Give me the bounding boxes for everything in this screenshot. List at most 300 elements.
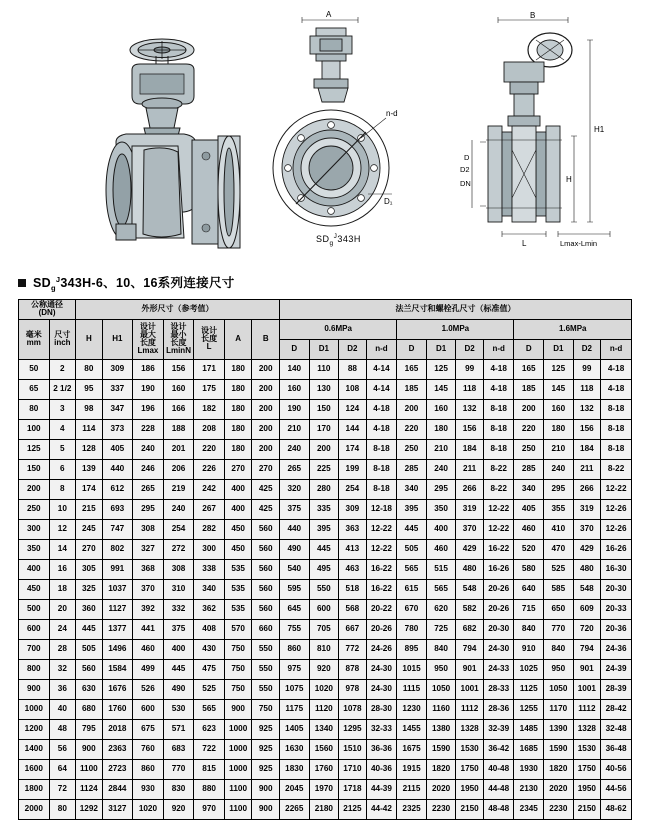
- table-cell: 400: [163, 639, 194, 659]
- table-cell: 4-18: [366, 399, 397, 419]
- table-cell: 1530: [456, 739, 484, 759]
- table-cell: 166: [163, 399, 194, 419]
- table-cell: 772: [339, 639, 367, 659]
- table-cell: 180: [224, 399, 252, 419]
- table-cell: 560: [252, 579, 280, 599]
- table-cell: 1676: [102, 679, 133, 699]
- table-cell: 350: [426, 499, 456, 519]
- table-cell: 201: [163, 439, 194, 459]
- table-cell: 370: [133, 579, 164, 599]
- bullet-square-icon: [18, 279, 26, 287]
- table-cell: 254: [163, 519, 194, 539]
- table-cell: 900: [252, 779, 280, 799]
- svg-text:D2: D2: [460, 165, 470, 174]
- table-cell: 309: [102, 359, 133, 379]
- table-cell: 1020: [309, 679, 339, 699]
- table-cell: 978: [339, 679, 367, 699]
- table-cell: 480: [573, 559, 601, 579]
- technical-drawings-panel: [0, 0, 650, 265]
- table-cell: 24-30: [366, 659, 397, 679]
- table-cell: 1530: [573, 739, 601, 759]
- table-cell: 20-36: [601, 619, 632, 639]
- table-cell: 1560: [309, 739, 339, 759]
- table-row: [19, 679, 632, 699]
- table-cell: 215: [76, 499, 103, 519]
- table-cell: 282: [194, 519, 225, 539]
- table-cell: 20-30: [601, 579, 632, 599]
- table-row: [19, 759, 632, 779]
- header-D-10: D: [397, 339, 427, 359]
- table-cell: 582: [456, 599, 484, 619]
- table-cell: 210: [426, 439, 456, 459]
- table-cell: 595: [280, 579, 310, 599]
- table-cell: 1000: [19, 699, 50, 719]
- table-cell: 395: [309, 519, 339, 539]
- table-cell: 1760: [102, 699, 133, 719]
- table-row: [19, 359, 632, 379]
- table-cell: 880: [194, 779, 225, 799]
- table-cell: 44-39: [366, 779, 397, 799]
- table-cell: 180: [224, 419, 252, 439]
- table-cell: 132: [573, 399, 601, 419]
- table-cell: 240: [163, 499, 194, 519]
- table-cell: 4-14: [366, 359, 397, 379]
- table-cell: 32: [49, 659, 76, 679]
- table-cell: 335: [309, 499, 339, 519]
- table-cell: 28-33: [483, 679, 514, 699]
- table-cell: 1380: [426, 719, 456, 739]
- table-cell: 2 1/2: [49, 379, 76, 399]
- table-cell: 1820: [426, 759, 456, 779]
- table-cell: 1675: [397, 739, 427, 759]
- table-row: [19, 779, 632, 799]
- table-cell: 28-36: [483, 699, 514, 719]
- table-cell: 182: [194, 399, 225, 419]
- table-cell: 1800: [19, 779, 50, 799]
- table-cell: 270: [252, 459, 280, 479]
- table-cell: 1127: [102, 599, 133, 619]
- table-cell: 612: [102, 479, 133, 499]
- table-cell: 16-22: [366, 579, 397, 599]
- table-cell: 285: [514, 459, 544, 479]
- table-cell: 170: [309, 419, 339, 439]
- table-cell: 338: [194, 559, 225, 579]
- table-cell: 1292: [76, 799, 103, 819]
- table-cell: 550: [252, 679, 280, 699]
- table-cell: 174: [76, 479, 103, 499]
- table-cell: 24-39: [601, 659, 632, 679]
- table-cell: 794: [573, 639, 601, 659]
- table-cell: 320: [280, 479, 310, 499]
- table-cell: 560: [252, 559, 280, 579]
- table-cell: 355: [544, 499, 574, 519]
- table-cell: 445: [309, 539, 339, 559]
- table-cell: 32-39: [483, 719, 514, 739]
- table-row: [19, 699, 632, 719]
- table-cell: 180: [224, 379, 252, 399]
- header-nominal-diameter: 公称通径 (DN): [19, 299, 76, 319]
- table-row: [19, 379, 632, 399]
- table-cell: 80: [76, 359, 103, 379]
- table-row: [19, 719, 632, 739]
- table-cell: 350: [19, 539, 50, 559]
- table-cell: 208: [194, 419, 225, 439]
- table-cell: 2230: [426, 799, 456, 819]
- table-cell: 1950: [456, 779, 484, 799]
- table-cell: 1930: [514, 759, 544, 779]
- table-cell: 8: [49, 479, 76, 499]
- figure2-caption: $SD_g^J343H$: [316, 233, 361, 247]
- table-cell: 24-30: [366, 679, 397, 699]
- table-cell: 910: [514, 639, 544, 659]
- table-cell: 12-26: [601, 519, 632, 539]
- table-cell: 5: [49, 439, 76, 459]
- header-D2-16: D2: [573, 339, 601, 359]
- table-cell: 565: [397, 559, 427, 579]
- table-cell: 518: [339, 579, 367, 599]
- header-mm: 毫米 mm: [19, 319, 50, 359]
- table-cell: 548: [456, 579, 484, 599]
- table-cell: 4-14: [366, 379, 397, 399]
- svg-text:D₁: D₁: [384, 197, 393, 206]
- table-cell: 14: [49, 539, 76, 559]
- table-cell: 110: [309, 359, 339, 379]
- table-cell: 8-18: [483, 439, 514, 459]
- table-cell: 250: [514, 439, 544, 459]
- table-cell: 174: [339, 439, 367, 459]
- table-cell: 1915: [397, 759, 427, 779]
- table-cell: 125: [426, 359, 456, 379]
- table-cell: 300: [194, 539, 225, 559]
- table-row: [19, 559, 632, 579]
- table-cell: 16: [49, 559, 76, 579]
- table-body: [19, 359, 632, 819]
- table-cell: 180: [544, 419, 574, 439]
- table-cell: 900: [76, 739, 103, 759]
- table-cell: 525: [544, 559, 574, 579]
- table-cell: 445: [397, 519, 427, 539]
- table-cell: 128: [76, 439, 103, 459]
- table-cell: 285: [397, 459, 427, 479]
- table-cell: 1718: [339, 779, 367, 799]
- table-cell: 3127: [102, 799, 133, 819]
- table-cell: 373: [102, 419, 133, 439]
- header-pressure-1-0: 1.0MPa: [397, 319, 514, 339]
- table-cell: 36-42: [483, 739, 514, 759]
- table-cell: 362: [194, 599, 225, 619]
- table-cell: 368: [133, 559, 164, 579]
- svg-text:B: B: [530, 11, 536, 20]
- table-cell: 901: [456, 659, 484, 679]
- table-row: [19, 419, 632, 439]
- table-cell: 375: [280, 499, 310, 519]
- table-cell: 429: [456, 539, 484, 559]
- table-cell: 130: [309, 379, 339, 399]
- table-cell: 2115: [397, 779, 427, 799]
- table-cell: 308: [163, 559, 194, 579]
- table-cell: 200: [252, 359, 280, 379]
- table-cell: 240: [426, 459, 456, 479]
- table-cell: 1112: [456, 699, 484, 719]
- table-cell: 36: [49, 679, 76, 699]
- table-cell: 460: [133, 639, 164, 659]
- table-cell: 319: [456, 499, 484, 519]
- table-cell: 2: [49, 359, 76, 379]
- table-cell: 24-33: [483, 659, 514, 679]
- table-cell: 670: [397, 599, 427, 619]
- table-cell: 1455: [397, 719, 427, 739]
- table-cell: 1400: [19, 739, 50, 759]
- table-cell: 1760: [309, 759, 339, 779]
- table-cell: 363: [339, 519, 367, 539]
- table-cell: 1750: [573, 759, 601, 779]
- header-D-06: D: [280, 339, 310, 359]
- table-cell: 2265: [280, 799, 310, 819]
- table-cell: 470: [544, 539, 574, 559]
- table-cell: 1750: [456, 759, 484, 779]
- table-cell: 114: [76, 419, 103, 439]
- table-cell: 200: [514, 399, 544, 419]
- table-cell: 1020: [133, 799, 164, 819]
- header-D2-06: D2: [339, 339, 367, 359]
- section-title-text: $SD_g^J343H-6$、10、16系列连接尺寸: [33, 274, 235, 293]
- table-cell: 400: [224, 499, 252, 519]
- table-cell: 450: [224, 519, 252, 539]
- table-cell: 725: [426, 619, 456, 639]
- table-cell: 1230: [397, 699, 427, 719]
- table-cell: 530: [163, 699, 194, 719]
- table-cell: 108: [339, 379, 367, 399]
- table-cell: 2018: [102, 719, 133, 739]
- table-cell: 180: [426, 419, 456, 439]
- table-cell: 1405: [280, 719, 310, 739]
- table-cell: 72: [49, 779, 76, 799]
- table-cell: 715: [514, 599, 544, 619]
- table-cell: 1112: [573, 699, 601, 719]
- table-cell: 430: [194, 639, 225, 659]
- table-cell: 337: [102, 379, 133, 399]
- table-cell: 1830: [280, 759, 310, 779]
- table-cell: 32-48: [601, 719, 632, 739]
- table-cell: 682: [456, 619, 484, 639]
- table-cell: 184: [573, 439, 601, 459]
- table-cell: 12-22: [483, 499, 514, 519]
- table-cell: 499: [133, 659, 164, 679]
- table-row: [19, 439, 632, 459]
- table-cell: 568: [339, 599, 367, 619]
- table-cell: 370: [573, 519, 601, 539]
- table-cell: 24-30: [483, 639, 514, 659]
- table-cell: 1377: [102, 619, 133, 639]
- table-cell: 200: [252, 399, 280, 419]
- table-cell: 770: [163, 759, 194, 779]
- table-cell: 645: [280, 599, 310, 619]
- table-cell: 48-48: [483, 799, 514, 819]
- table-cell: 1820: [544, 759, 574, 779]
- table-cell: 1015: [397, 659, 427, 679]
- table-cell: 1590: [426, 739, 456, 759]
- table-cell: 925: [252, 759, 280, 779]
- table-cell: 308: [133, 519, 164, 539]
- table-cell: 750: [252, 699, 280, 719]
- header-nd-10: n-d: [483, 339, 514, 359]
- table-row: [19, 539, 632, 559]
- table-cell: 8-22: [483, 459, 514, 479]
- table-cell: 16-22: [366, 559, 397, 579]
- header-D1-10: D1: [426, 339, 456, 359]
- table-cell: 675: [133, 719, 164, 739]
- table-cell: 20-26: [483, 599, 514, 619]
- table-cell: 266: [573, 479, 601, 499]
- table-cell: 180: [224, 359, 252, 379]
- table-cell: 429: [573, 539, 601, 559]
- table-cell: 171: [194, 359, 225, 379]
- table-cell: 810: [309, 639, 339, 659]
- table-cell: 760: [133, 739, 164, 759]
- table-cell: 840: [426, 639, 456, 659]
- table-cell: 1170: [544, 699, 574, 719]
- table-cell: 615: [397, 579, 427, 599]
- table-cell: 132: [456, 399, 484, 419]
- table-cell: 118: [573, 379, 601, 399]
- table-header-row-2: [19, 319, 632, 339]
- table-cell: 4-18: [483, 359, 514, 379]
- table-cell: 44-42: [366, 799, 397, 819]
- table-cell: 44-48: [483, 779, 514, 799]
- table-cell: 535: [224, 559, 252, 579]
- table-cell: 2723: [102, 759, 133, 779]
- svg-text:Lmax-Lmin: Lmax-Lmin: [560, 239, 598, 248]
- table-cell: 920: [163, 799, 194, 819]
- svg-text:n-d: n-d: [386, 109, 398, 118]
- table-cell: 245: [76, 519, 103, 539]
- table-cell: 580: [514, 559, 544, 579]
- table-cell: 1000: [224, 739, 252, 759]
- butterfly-valve-gear-operator-side-view: [40, 10, 270, 250]
- table-cell: 175: [194, 379, 225, 399]
- table-cell: 440: [102, 459, 133, 479]
- table-cell: 2130: [514, 779, 544, 799]
- table-cell: 1001: [456, 679, 484, 699]
- table-cell: 900: [19, 679, 50, 699]
- table-cell: 347: [102, 399, 133, 419]
- table-cell: 526: [133, 679, 164, 699]
- table-cell: 375: [163, 619, 194, 639]
- table-cell: 700: [19, 639, 50, 659]
- table-cell: 18: [49, 579, 76, 599]
- table-cell: 405: [102, 439, 133, 459]
- table-cell: 325: [76, 579, 103, 599]
- table-row: [19, 399, 632, 419]
- table-cell: 340: [397, 479, 427, 499]
- header-nd-16: n-d: [601, 339, 632, 359]
- table-cell: 505: [76, 639, 103, 659]
- table-cell: 860: [133, 759, 164, 779]
- table-cell: 395: [397, 499, 427, 519]
- table-cell: 12-22: [601, 479, 632, 499]
- table-cell: 630: [76, 679, 103, 699]
- table-cell: 1124: [76, 779, 103, 799]
- table-cell: 490: [163, 679, 194, 699]
- table-cell: 3: [49, 399, 76, 419]
- table-cell: 8-18: [601, 439, 632, 459]
- table-cell: 98: [76, 399, 103, 419]
- table-cell: 20-26: [366, 619, 397, 639]
- table-cell: 180: [224, 439, 252, 459]
- table-row: [19, 479, 632, 499]
- table-cell: 495: [309, 559, 339, 579]
- table-cell: 1630: [280, 739, 310, 759]
- table-cell: 460: [426, 539, 456, 559]
- table-cell: 1001: [573, 679, 601, 699]
- table-cell: 28-42: [601, 699, 632, 719]
- table-row: [19, 499, 632, 519]
- header-D2-10: D2: [456, 339, 484, 359]
- table-cell: 400: [19, 559, 50, 579]
- table-cell: 240: [280, 439, 310, 459]
- table-cell: 895: [397, 639, 427, 659]
- table-cell: 28: [49, 639, 76, 659]
- table-cell: 535: [224, 599, 252, 619]
- table-cell: 95: [76, 379, 103, 399]
- table-cell: 200: [19, 479, 50, 499]
- table-cell: 145: [544, 379, 574, 399]
- table-cell: 40: [49, 699, 76, 719]
- table-cell: 950: [426, 659, 456, 679]
- table-cell: 200: [397, 399, 427, 419]
- table-cell: 199: [339, 459, 367, 479]
- table-cell: 165: [397, 359, 427, 379]
- table-cell: 1584: [102, 659, 133, 679]
- table-cell: 2020: [544, 779, 574, 799]
- table-cell: 20-26: [483, 579, 514, 599]
- table-cell: 226: [194, 459, 225, 479]
- table-cell: 24-26: [366, 639, 397, 659]
- table-cell: 620: [426, 599, 456, 619]
- table-cell: 150: [309, 399, 339, 419]
- table-cell: 560: [252, 599, 280, 619]
- table-cell: 1100: [224, 779, 252, 799]
- table-cell: 240: [544, 459, 574, 479]
- table-cell: 56: [49, 739, 76, 759]
- table-row: [19, 459, 632, 479]
- table-cell: 1970: [309, 779, 339, 799]
- table-cell: 680: [76, 699, 103, 719]
- table-cell: 211: [573, 459, 601, 479]
- table-cell: 190: [280, 399, 310, 419]
- table-cell: 267: [194, 499, 225, 519]
- header-A: A: [224, 319, 252, 359]
- header-H: H: [76, 319, 103, 359]
- table-cell: 970: [194, 799, 225, 819]
- table-cell: 392: [133, 599, 164, 619]
- table-cell: 332: [163, 599, 194, 619]
- table-cell: 1078: [339, 699, 367, 719]
- table-cell: 1710: [339, 759, 367, 779]
- table-cell: 48-62: [601, 799, 632, 819]
- table-cell: 185: [397, 379, 427, 399]
- table-cell: 520: [514, 539, 544, 559]
- table-row: [19, 639, 632, 659]
- table-cell: 705: [309, 619, 339, 639]
- table-cell: 6: [49, 459, 76, 479]
- svg-text:L: L: [522, 239, 527, 248]
- table-cell: 28-39: [601, 679, 632, 699]
- table-cell: 8-22: [483, 479, 514, 499]
- table-cell: 210: [544, 439, 574, 459]
- table-cell: 2325: [397, 799, 427, 819]
- table-cell: 156: [163, 359, 194, 379]
